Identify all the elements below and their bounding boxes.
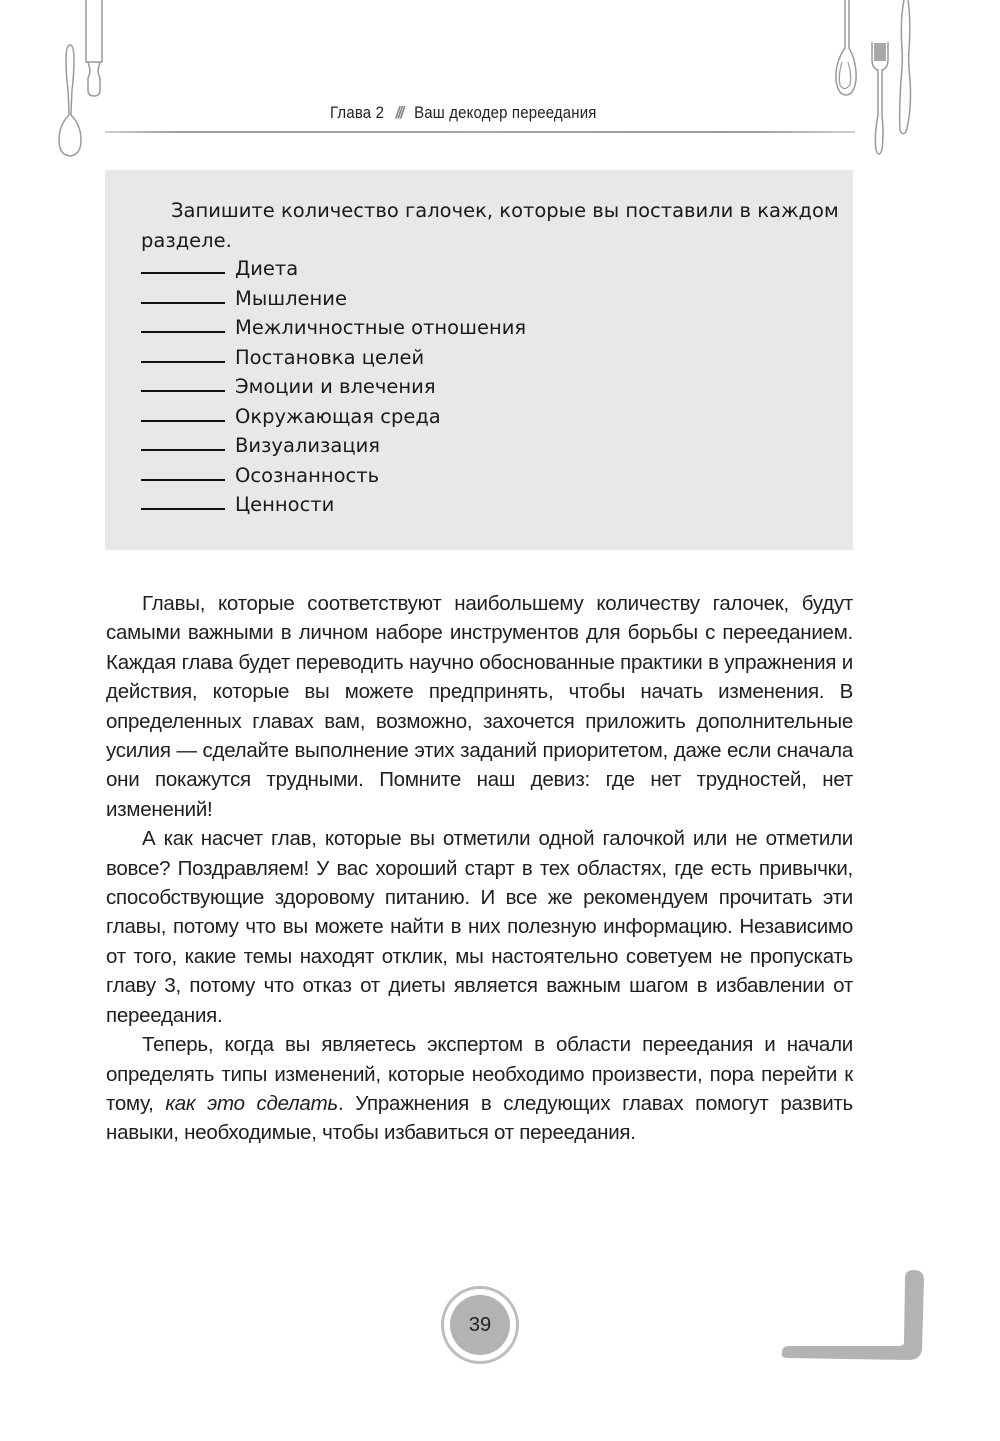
fill-in-blank[interactable] [141, 449, 225, 451]
emphasis-text: как это сделать [165, 1091, 338, 1115]
exercise-item [141, 254, 526, 284]
page-number-badge [441, 1286, 519, 1364]
exercise-item-label: Мышление [235, 286, 347, 310]
fill-in-blank[interactable] [141, 361, 225, 363]
exercise-item [141, 284, 526, 314]
fill-in-blank[interactable] [141, 272, 225, 274]
page-number: 39 [450, 1295, 510, 1355]
exercise-item [141, 343, 526, 373]
header-separator: /// [395, 103, 403, 122]
paragraph-text: Теперь, когда вы являетесь экспертом в области переедания и начали определять типы изменений, которые необходимо произвести, пора перейти к тому, [106, 1033, 853, 1115]
exercise-item [141, 402, 526, 432]
exercise-item [141, 313, 526, 343]
exercise-item [141, 431, 526, 461]
paragraph [106, 1030, 853, 1148]
ladle-icon [832, 0, 862, 100]
paragraph-text: . Упражнения в следующих главах помогут развить навыки, необходимые, чтобы избавиться от переедания. [106, 1091, 853, 1145]
paragraph: Главы, которые соответствуют наибольшему количеству галочек, будут самыми важными в личном наборе инструментов для борьбы с перееданием. Каждая глава будет переводить научно обоснованные практики в упражнения и действия, которые вы можете предпринять, чтобы начать изменения. В определенных главах вам, возможно, захочется приложить дополнительные усилия — сделайте выполнение этих заданий приоритетом, даже если сначала они покажутся трудными. Помните наш девиз: где нет трудностей, нет изменений! [106, 592, 853, 821]
fill-in-blank[interactable] [141, 331, 225, 333]
exercise-intro: Запишите количество галочек, которые вы поставили в каждом разделе. [141, 199, 839, 252]
header-chapter: Глава 2 [330, 103, 385, 122]
exercise-item-label: Межличностные отношения [235, 316, 527, 339]
fill-in-blank[interactable] [141, 420, 225, 422]
fill-in-blank[interactable] [141, 508, 225, 510]
exercise-item [141, 461, 526, 491]
fill-in-blank[interactable] [141, 302, 225, 304]
exercise-box [105, 170, 853, 550]
corner-brush-decoration [778, 1266, 928, 1366]
paragraph: А как насчет глав, которые вы отметили одной галочкой или не отметили вовсе? Поздравляем! У вас хороший старт в тех областях, где есть привычки, способствующие здоровому питанию. И все же рекомендуем прочитать эти главы, потому что вы можете найти в них полезную информацию. Независимо от того, какие темы находят отклик, мы настоятельно советуем не пропускать главу 3, потому что отказ от диеты является важным шагом в избавлении от переедания. [106, 827, 853, 1027]
exercise-item [141, 490, 526, 520]
header-text [330, 103, 597, 123]
header-title: Ваш декодер переедания [414, 103, 597, 122]
exercise-list [141, 254, 526, 520]
exercise-item-label: Ценности [235, 493, 335, 516]
exercise-item-label: Постановка целей [235, 345, 425, 369]
body-text [106, 589, 853, 1148]
fill-in-blank[interactable] [141, 479, 225, 481]
exercise-item [141, 372, 526, 402]
fill-in-blank[interactable] [141, 390, 225, 392]
exercise-item-label: Визуализация [235, 434, 381, 457]
header-rule [105, 131, 855, 133]
exercise-item-label: Эмоции и влечения [235, 375, 436, 398]
exercise-item-label: Окружающая среда [235, 404, 441, 428]
exercise-item-label: Диета [235, 257, 299, 280]
exercise-item-label: Осознанность [235, 463, 380, 487]
running-header [0, 96, 1000, 136]
